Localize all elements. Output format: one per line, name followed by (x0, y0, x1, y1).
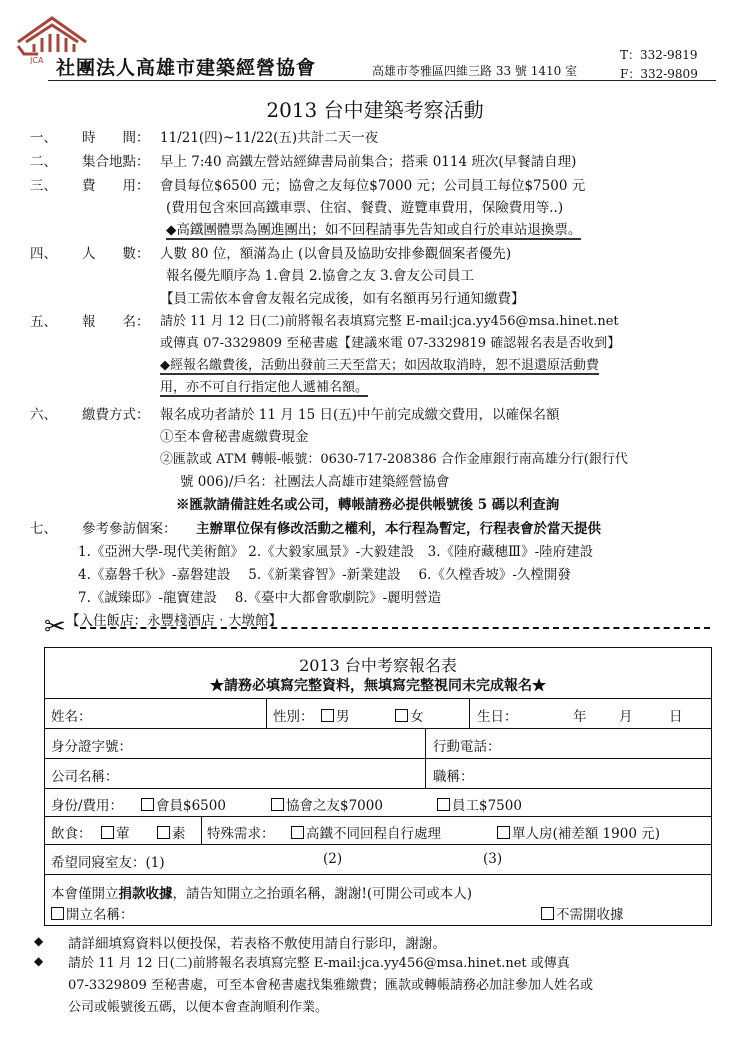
mobile-field[interactable]: 行動電話： (433, 739, 501, 755)
checkbox-icon (321, 709, 334, 722)
special-hsr-label: 高鐵不同回程自行處理 (306, 826, 441, 842)
fax: F：332-9809 (620, 67, 698, 81)
section-text: 請於 11 月 12 日(二)前將報名表填寫完整 E-mail:jca.yy456@msa.hinet.net (160, 314, 619, 329)
form-col-divider (266, 698, 267, 728)
diet-label: 飲食： (51, 826, 92, 842)
section-key: 參考參訪個案： (82, 521, 177, 537)
fee-staff-label: 員工$7500 (452, 798, 522, 814)
roommate-field-3[interactable]: (3) (483, 851, 503, 867)
hotel-info: 【入住飯店：永豐棧酒店‧大墩館】 (66, 613, 282, 629)
section-text: 報名成功者請於 11 月 15 日(五)中午前完成繳交費用，以確保名額 (160, 407, 560, 423)
telephone: T：332-9819 (620, 48, 698, 62)
visit-row-2: 4.《嘉磐千秋》-嘉磐建設 5.《新業睿智》-新業建設 6.《久樘香坡》-久樘開發 (78, 567, 571, 583)
section-text-2: (費用包含來回高鐵車票、住宿、餐費、遊覽車費用，保險費用等..) (166, 200, 564, 216)
checkbox-icon (51, 907, 64, 920)
section-text: 主辦單位保有修改活動之權利，本行程為暫定，行程表會於當天提供 (196, 521, 601, 537)
diet-veg-label: 素 (172, 826, 186, 842)
id-number-field[interactable]: 身分證字號： (51, 739, 132, 755)
special-label: 特殊需求： (207, 826, 275, 842)
checkbox-icon (395, 709, 408, 722)
form-subtitle: ★請務必填寫完整資料，無填寫完整視同未完成報名★ (210, 678, 546, 694)
section-notice: ◆經報名繳費後，活動出發前三天至當天；如因故取消時，恕不退還原活動費 (160, 354, 599, 375)
note-2-line-1: 請於 11 月 12 日(二)前將報名表填寫完整 E-mail:jca.yy456@msa.hinet.net 或傳真 (68, 956, 570, 971)
section-text-2: 或傳真 07-3329809 至秘書處【建議來電 07-3329819 確認報名表是否收到】 (160, 336, 621, 351)
section-notice: ◆高鐵團體票為團進團出；如不回程請事先告知或自行於車站退換票。 (166, 218, 581, 240)
birthday-year: 年 (573, 709, 587, 725)
organization-name: 社團法人高雄市建築經營協會 (56, 57, 317, 79)
receipt-notice (51, 882, 472, 902)
checkbox-icon (271, 798, 284, 811)
fee-label: 身份/費用： (51, 798, 124, 814)
male-label: 男 (336, 709, 350, 725)
section-text: 早上 7:40 高鐵左營站經緯書局前集合；搭乘 0114 班次(早餐請自理) (160, 154, 577, 170)
receipt-pre: 本會僅開立 (51, 886, 119, 902)
checkbox-icon (437, 798, 450, 811)
section-text: 人數 80 位，額滿為止 (以會員及協助安排參觀個案者優先) (160, 246, 512, 262)
form-title: 2013 台中考察報名表 (299, 656, 457, 675)
fee-member-label: 會員$6500 (156, 798, 226, 814)
fee-staff-checkbox[interactable] (437, 794, 522, 814)
section-key: 集合地點： (82, 154, 150, 170)
diamond-bullet-icon: ◆ (34, 934, 44, 948)
checkbox-icon (291, 826, 304, 839)
registration-form (44, 647, 712, 926)
checkbox-icon (101, 826, 114, 839)
company-field[interactable]: 公司名稱： (51, 769, 119, 785)
diet-veg-checkbox[interactable] (157, 822, 186, 842)
form-row-divider (45, 874, 711, 875)
note-2-line-3: 公司或帳號後五碼，以便本會查詢順利作業。 (68, 1000, 329, 1015)
section-text-3: 【員工需依本會會友報名完成後，如有名額再另行通知繳費】 (160, 291, 525, 307)
gender-label: 性別： (273, 709, 314, 725)
form-row-divider (45, 698, 711, 699)
diet-meat-label: 葷 (116, 826, 130, 842)
payment-option-cash: ①至本會秘書處繳費現金 (160, 429, 309, 445)
section-number: 一、 (30, 130, 57, 146)
logo-text: JCA (30, 56, 44, 64)
checkbox-icon (497, 826, 510, 839)
note-1: 請詳細填寫資料以便投保，若表格不敷使用請自行影印，謝謝。 (68, 936, 446, 952)
birthday-month: 月 (619, 709, 633, 725)
section-key: 繳費方式： (82, 407, 150, 423)
receipt-name-checkbox[interactable] (51, 903, 134, 923)
gender-male-checkbox[interactable] (321, 705, 350, 725)
scissors-icon: ✂ (44, 612, 66, 642)
payment-remark: ※匯款請備註姓名或公司，轉帳請務必提供帳號後 5 碼以利查詢 (176, 497, 560, 513)
document-title: 2013 台中建築考察活動 (266, 98, 484, 122)
special-hsr-checkbox[interactable] (291, 822, 441, 842)
section-text-2: 報名優先順序為 1.會員 2.協會之友 3.會友公司員工 (166, 268, 475, 284)
fee-friend-checkbox[interactable] (271, 794, 383, 814)
checkbox-icon (141, 798, 154, 811)
receipt-bold: 捐款收據 (118, 886, 173, 902)
form-col-divider (469, 698, 470, 728)
section-number: 五、 (30, 314, 57, 330)
form-row-divider (45, 788, 711, 789)
visit-row-1: 1.《亞洲大學-現代美術館》 2.《大毅家風景》-大毅建設 3.《陸府藏穗Ⅲ》-陸府建設 (78, 544, 594, 560)
section-number: 四、 (30, 246, 57, 262)
section-number: 七、 (30, 521, 57, 537)
form-row-divider (45, 758, 711, 759)
name-field[interactable]: 姓名： (51, 709, 92, 725)
payment-account-name: 號 006)/戶名：社團法人高雄市建築經營協會 (180, 474, 450, 490)
section-key: 時 間： (82, 130, 150, 146)
section-number: 六、 (30, 407, 57, 423)
form-row-divider (45, 728, 711, 729)
special-single-room-checkbox[interactable] (497, 822, 660, 842)
note-2-line-2: 07-3329809 至秘書處，可至本會秘書處找集雅繳費；匯款或轉帳請務必加註參加人姓名或 (68, 978, 593, 993)
receipt-name-label: 開立名稱： (66, 907, 134, 923)
female-label: 女 (410, 709, 424, 725)
checkbox-icon (541, 907, 554, 920)
special-single-label: 單人房(補差額 1900 元) (512, 826, 660, 842)
section-number: 三、 (30, 178, 57, 194)
receipt-post: ，請告知開立之抬頭名稱，謝謝!(可開公司或本人) (172, 886, 472, 902)
diamond-bullet-icon: ◆ (34, 954, 44, 968)
diet-meat-checkbox[interactable] (101, 822, 130, 842)
form-row-divider (45, 844, 711, 845)
birthday-day: 日 (669, 709, 683, 725)
form-col-divider (425, 728, 426, 788)
form-col-divider (201, 816, 202, 844)
job-title-field[interactable]: 職稱： (433, 769, 474, 785)
no-receipt-checkbox[interactable] (541, 903, 624, 923)
section-number: 二、 (30, 154, 57, 170)
header-divider (48, 80, 716, 81)
birthday-label[interactable]: 生日： (477, 709, 518, 725)
section-text: 11/21(四)~11/22(五)共計二天一夜 (160, 130, 379, 146)
section-key: 人 數： (82, 246, 150, 262)
gender-female-checkbox[interactable] (395, 705, 424, 725)
form-row-divider (45, 816, 711, 817)
section-text: 會員每位$6500 元；協會之友每位$7000 元；公司員工每位$7500 元 (160, 178, 586, 194)
section-notice-2: 用，亦不可自行指定他人遞補名額。 (160, 376, 368, 397)
checkbox-icon (157, 826, 170, 839)
visit-row-3: 7.《誠臻邸》-龍寶建設 8.《臺中大都會歌劇院》-麗明營造 (78, 590, 442, 606)
organization-address: 高雄市苓雅區四維三路 33 號 1410 室 (372, 64, 578, 78)
cut-line (80, 627, 710, 629)
fee-member-checkbox[interactable] (141, 794, 226, 814)
roommate-field-1[interactable]: 希望同寢室友：(1) (51, 855, 165, 871)
section-key: 報 名： (82, 314, 150, 330)
no-receipt-label: 不需開收據 (556, 907, 624, 923)
payment-option-transfer: ②匯款或 ATM 轉帳-帳號：0630-717-208386 合作金庫銀行南高雄分行(銀行代 (160, 452, 628, 467)
roommate-field-2[interactable]: (2) (323, 851, 343, 867)
section-key: 費 用： (82, 178, 150, 194)
fee-friend-label: 協會之友$7000 (286, 798, 383, 814)
